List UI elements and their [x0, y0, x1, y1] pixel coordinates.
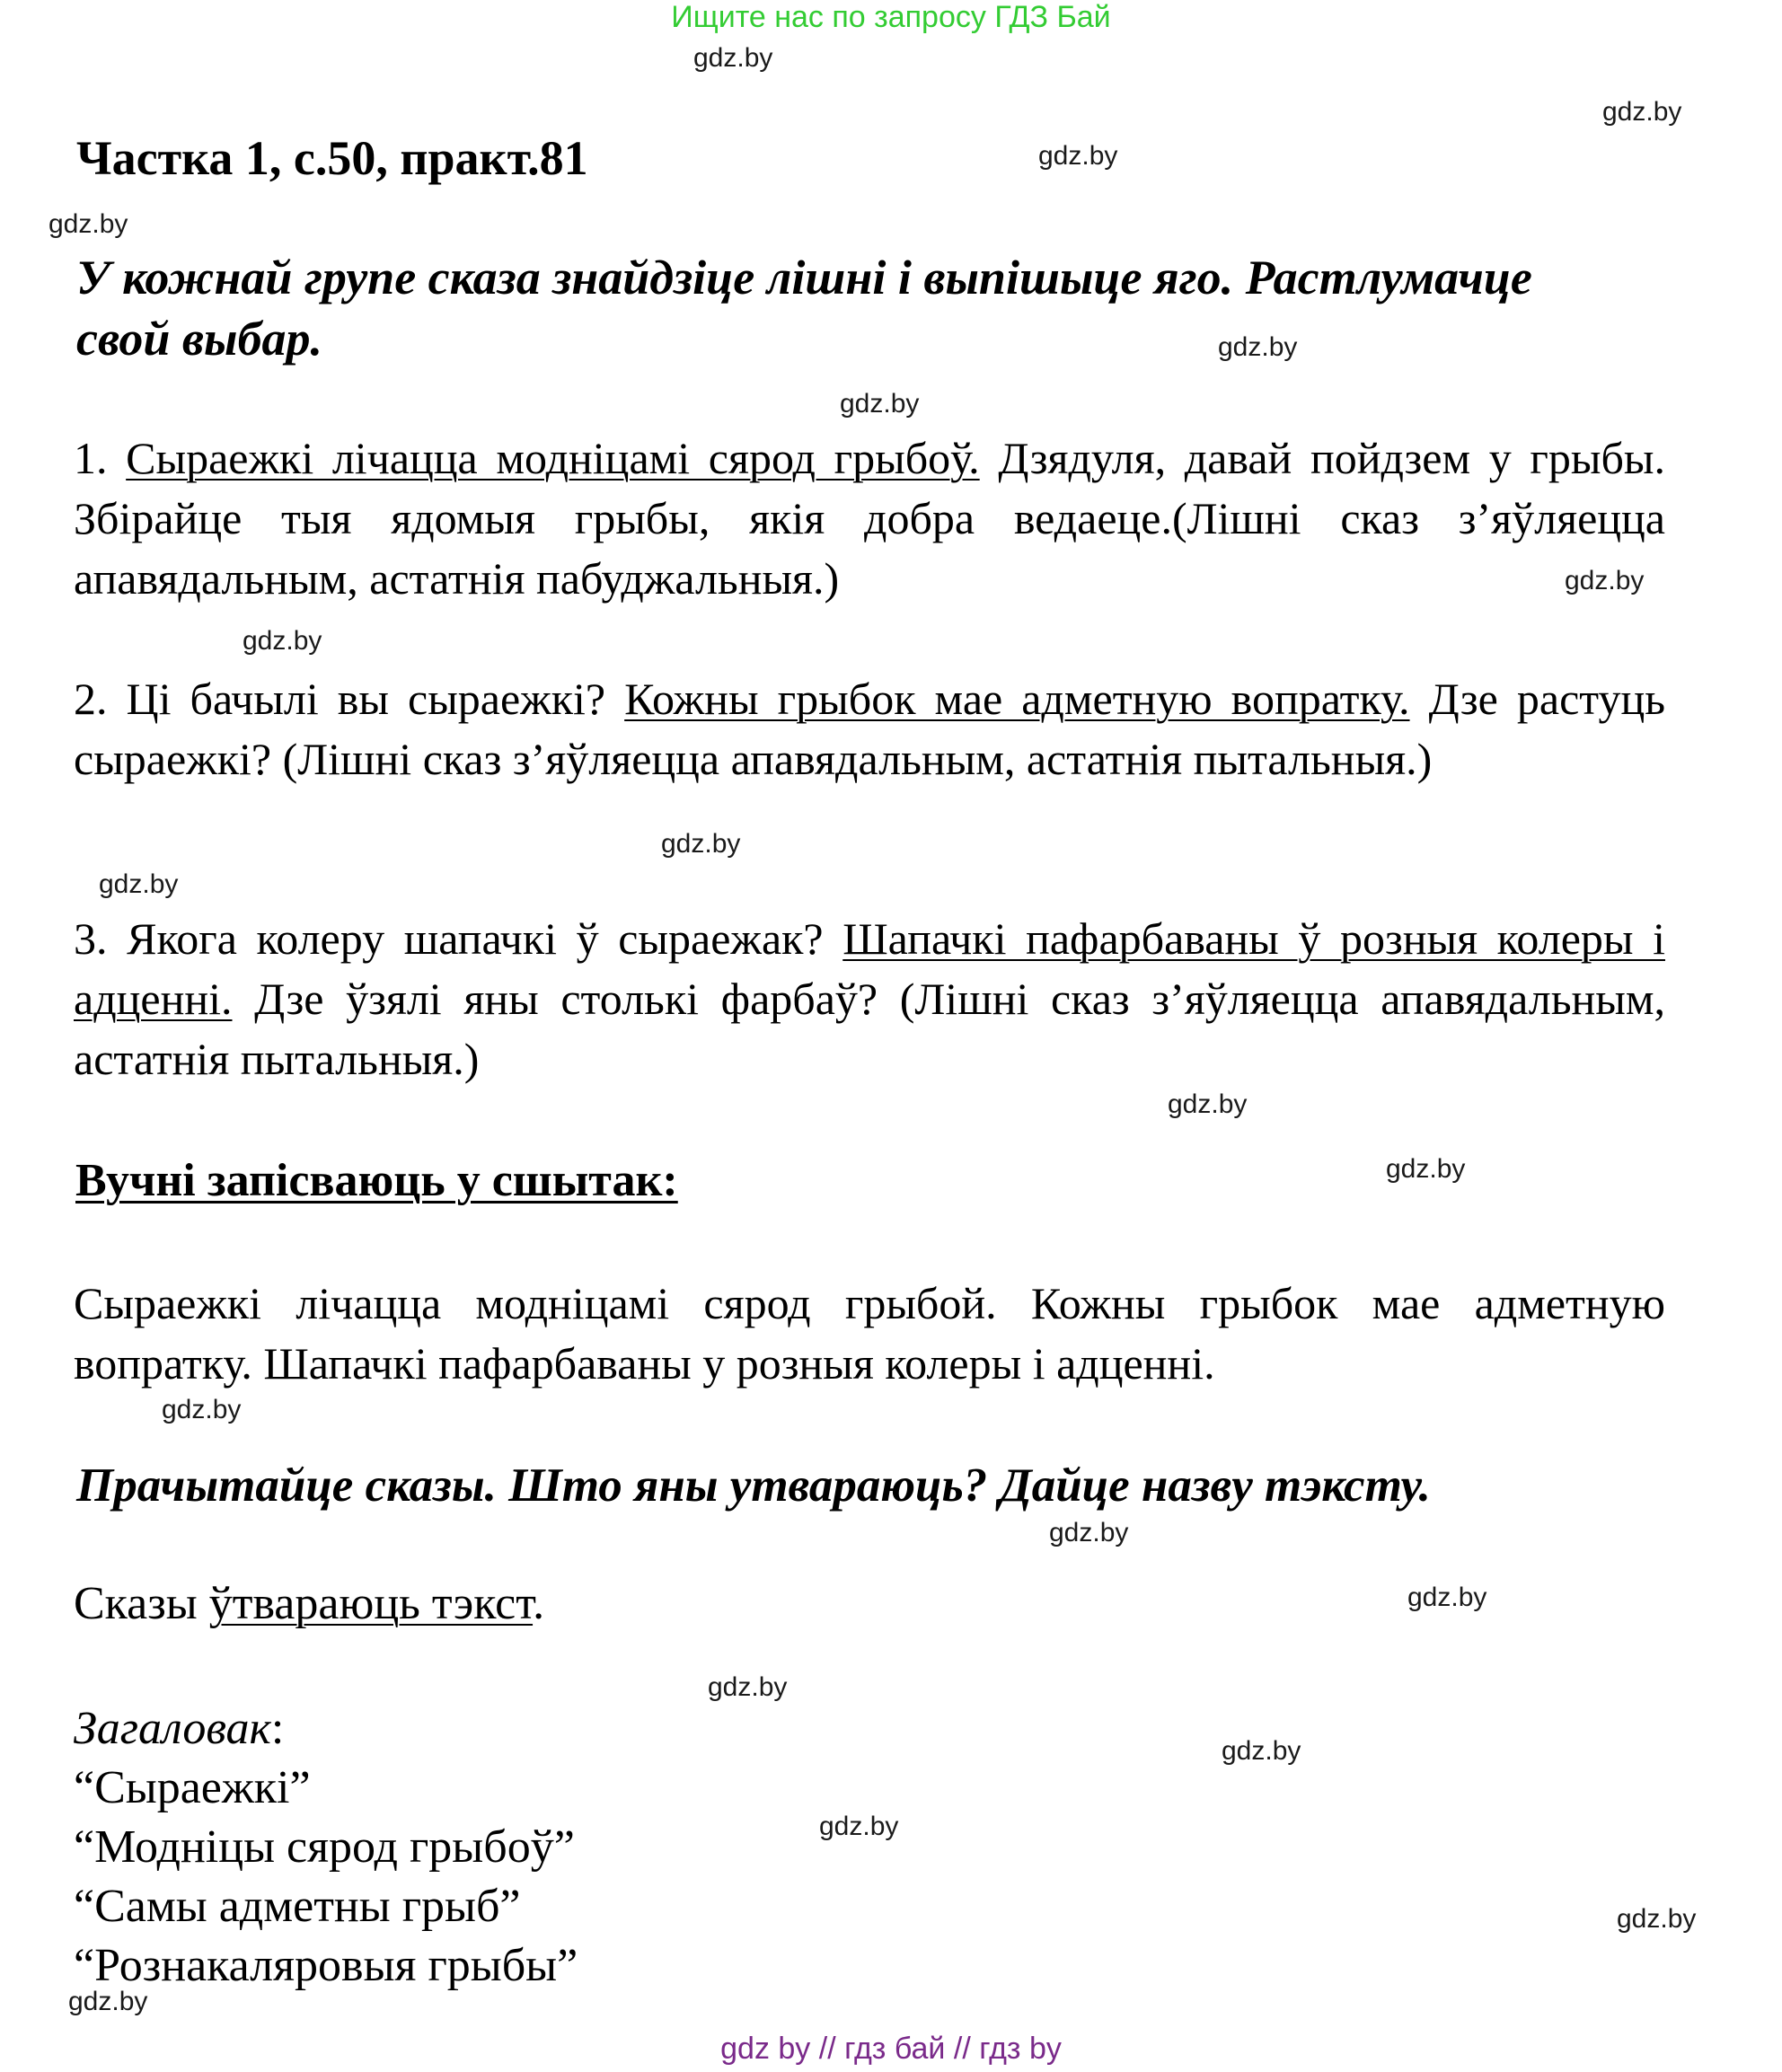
answer-suffix: . [533, 1578, 545, 1629]
task-2-instruction: Прачытайце сказы. Што яны утвараюць? Дайце назву тэксту. [76, 1459, 1431, 1512]
title-label-line [74, 1699, 578, 1759]
watermark: gdz.by [819, 1812, 899, 1841]
title-option: “Модніцы сярод грыбоў” [74, 1821, 575, 1873]
notebook-heading: Вучні запісваюць у сшытак: [75, 1155, 678, 1206]
watermark: gdz.by [1038, 141, 1118, 171]
title-option: “Самы адметны грыб” [74, 1881, 521, 1932]
watermark: gdz.by [1602, 97, 1682, 127]
extra-sentence: Кожны грыбок мае адметную вопратку. [624, 674, 1410, 724]
title-label-colon: : [270, 1703, 285, 1754]
group-number: 2. [74, 674, 108, 724]
title-option: “Рознакаляровыя грыбы” [74, 1940, 578, 1991]
watermark: gdz.by [661, 829, 741, 859]
answer-prefix: Сказы [74, 1578, 198, 1629]
group-2 [74, 669, 1665, 789]
top-banner: Ищите нас по запросу ГДЗ Бай [671, 0, 1111, 34]
title-options [74, 1699, 578, 1996]
task-instruction-line: У кожнай групе сказа знайдзіце лішні і выпішыце яго. Растлумачце [76, 251, 1532, 304]
page-title: Частка 1, с.50, практ.81 [76, 131, 588, 185]
watermark: gdz.by [49, 209, 128, 239]
notebook-text: Сыраежкі лічацца модніцамі сярод грыбой. Кожны грыбок мае адметную вопратку. Шапачкі пафарбаваны у розныя колеры і адценні. [74, 1278, 1665, 1389]
task-instruction [76, 247, 1666, 369]
title-option: “Сыраежкі” [74, 1762, 311, 1813]
title-label: Загаловак [74, 1703, 271, 1754]
answer-underlined: ўтвараюць тэкст [208, 1578, 534, 1629]
task-instruction-line: свой выбар. [76, 312, 322, 366]
group-text: Ці бачылі вы сыраежкі? [126, 674, 606, 724]
group-1 [74, 428, 1665, 609]
watermark: gdz.by [1168, 1089, 1248, 1119]
watermark: gdz.by [68, 1987, 148, 2016]
watermark: gdz.by [1617, 1904, 1697, 1934]
watermark: gdz.by [1218, 332, 1298, 362]
group-text: Дзе растуць сыраежкі? (Лішні сказ з’яўляецца апавядальным, астатнія пытальныя.) [74, 674, 1666, 784]
group-text: Дзядуля, давай пойдзем у грыбы. Збірайце тыя ядомыя грыбы, якія добра ведаеце.(Лішні сказ з’яўляецца апавядальным, астатнія пабуджальныя.) [74, 433, 1666, 604]
group-text: Якога колеру шапачкі ў сыраежак? [127, 913, 824, 964]
watermark: gdz.by [1565, 566, 1645, 595]
watermark: gdz.by [1386, 1154, 1466, 1184]
watermark: gdz.by [1222, 1736, 1301, 1766]
watermark: gdz.by [708, 1672, 788, 1702]
extra-sentence: Сыраежкі лічацца модніцамі сярод грыбоў. [126, 433, 980, 483]
watermark: gdz.by [1049, 1518, 1129, 1547]
watermark: gdz.by [840, 389, 920, 419]
task-2-answer [74, 1574, 1665, 1634]
group-number: 3. [74, 913, 108, 964]
watermark: gdz.by [243, 626, 322, 656]
watermark: gdz.by [162, 1395, 242, 1424]
footer-links: gdz by // гдз бай // гдз by [720, 2032, 1062, 2066]
group-3 [74, 909, 1665, 1089]
watermark: gdz.by [1407, 1583, 1487, 1612]
watermark: gdz.by [693, 43, 773, 73]
watermark: gdz.by [99, 869, 179, 899]
extra-sentence: Шапачкі пафарбаваны ў розныя колеры і адценні. [74, 913, 1665, 1024]
group-number: 1. [74, 433, 108, 483]
group-text: Дзе ўзялі яны столькі фарбаў? (Лішні сказ з’яўляецца апавядальным, астатнія пытальныя.) [74, 974, 1665, 1084]
